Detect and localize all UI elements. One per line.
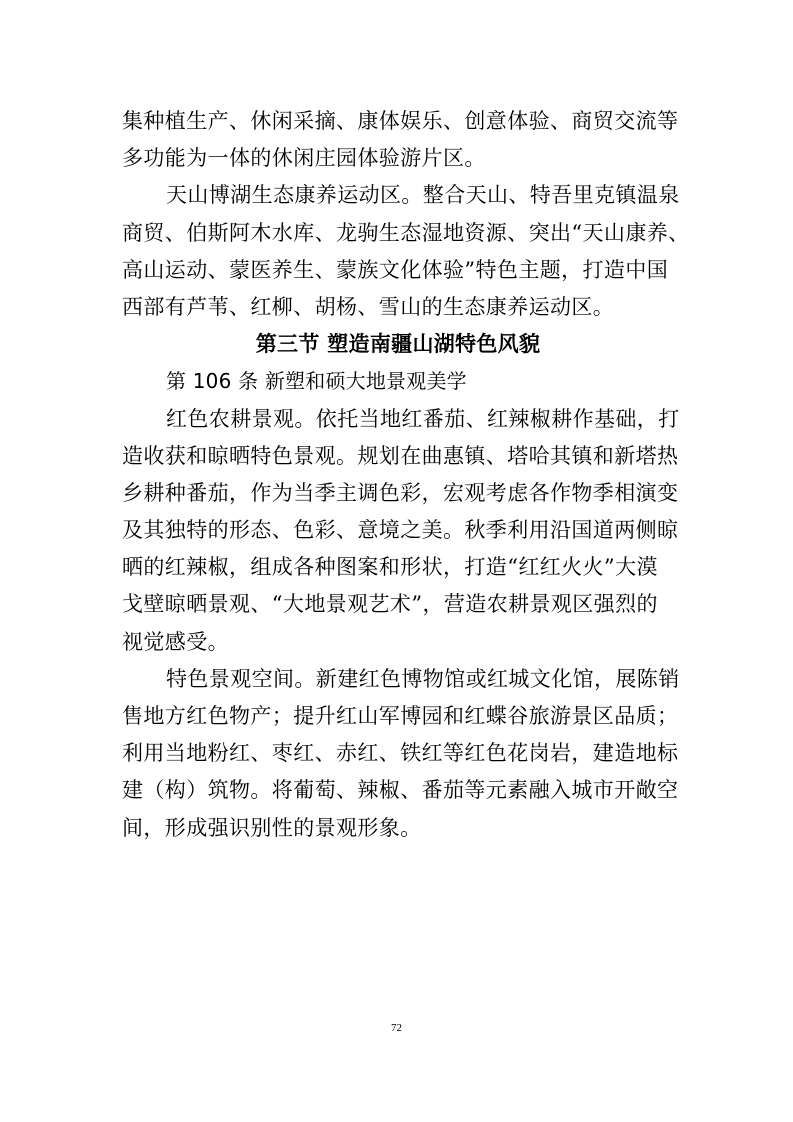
article-heading: 第 106 条 新塑和硕大地景观美学 xyxy=(166,369,467,394)
paragraph-line: 间，形成强识别性的景观形象。 xyxy=(122,815,422,840)
section-heading: 第三节 塑造南疆山湖特色风貌 xyxy=(255,332,541,357)
page-number: 72 xyxy=(391,1022,402,1034)
paragraph-line: 及其独特的形态、色彩、意境之美。秋季利用沿国道两侧晾 xyxy=(122,518,679,543)
paragraph-line: 商贸、伯斯阿木水库、龙驹生态湿地资源、突出“天山康养、 xyxy=(122,220,690,245)
paragraph-line: 天山博湖生态康养运动区。整合天山、特吾里克镇温泉 xyxy=(166,183,680,208)
paragraph-line: 晒的红辣椒，组成各种图案和形状，打造“红红火火”大漠 xyxy=(122,555,658,580)
paragraph-line: 利用当地粉红、枣红、赤红、铁红等红色花岗岩，建造地标 xyxy=(122,741,679,766)
paragraph-line: 高山运动、蒙医养生、蒙族文化体验”特色主题，打造中国 xyxy=(122,257,669,282)
paragraph-line: 造收获和晾晒特色景观。规划在曲惠镇、塔哈其镇和新塔热 xyxy=(122,443,679,468)
paragraph-line: 售地方红色物产；提升红山军博园和红蝶谷旅游景区品质； xyxy=(122,704,679,728)
paragraph-line: 西部有芦苇、红柳、胡杨、雪山的生态康养运动区。 xyxy=(122,294,615,319)
paragraph-line: 红色农耕景观。依托当地红番茄、红辣椒耕作基础，打 xyxy=(166,406,680,431)
paragraph-line: 乡耕种番茄，作为当季主调色彩，宏观考虑各作物季相演变 xyxy=(122,480,679,505)
paragraph-line: 戈壁晾晒景观、“大地景观艺术”，营造农耕景观区强烈的 xyxy=(122,592,658,617)
paragraph-line: 特色景观空间。新建红色博物馆或红城文化馆，展陈销 xyxy=(166,666,680,691)
body-text xyxy=(122,103,690,847)
paragraph-line: 集种植生产、休闲采摘、康体娱乐、创意体验、商贸交流等 xyxy=(122,109,679,133)
paragraph-line: 多功能为一体的休闲庄园体验游片区。 xyxy=(122,146,486,171)
paragraph-line: 视觉感受。 xyxy=(122,629,229,654)
paragraph-line: 建（构）筑物。将葡萄、辣椒、番茄等元素融入城市开敞空 xyxy=(122,778,679,803)
